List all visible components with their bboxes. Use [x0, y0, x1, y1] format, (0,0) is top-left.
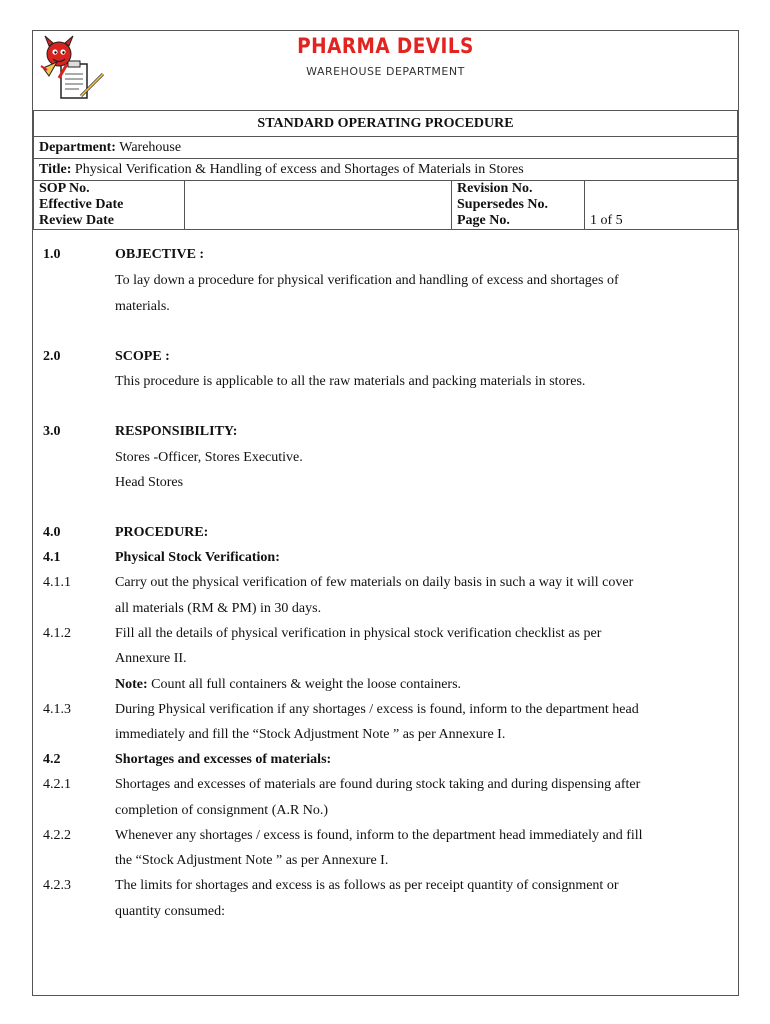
- section-4-2-heading: Shortages and excesses of materials:: [115, 752, 332, 767]
- responsibility-text-1: Stores -Officer, Stores Executive.: [115, 450, 303, 465]
- supersedes-label: Supersedes No.: [457, 197, 549, 212]
- note-label: Note:: [115, 677, 148, 692]
- objective-text-2: materials.: [115, 299, 170, 314]
- scope-number: 2.0: [43, 349, 61, 364]
- section-4-2-3-text-1: The limits for shortages and excess is as follows as per receipt quantity of consignment or: [115, 878, 619, 893]
- section-4-1-2-text-1: Fill all the details of physical verification in physical stock verification checklist as per: [115, 626, 602, 641]
- section-4-1-3-text-2: immediately and fill the “Stock Adjustment Note ” as per Annexure I.: [115, 727, 506, 742]
- section-4-1-number: 4.1: [43, 550, 61, 565]
- review-date-label: Review Date: [39, 213, 115, 228]
- objective-text-1: To lay down a procedure for physical verification and handling of excess and shortages of: [115, 273, 619, 288]
- note-text: Count all full containers & weight the loose containers.: [151, 677, 462, 692]
- sop-no-label: SOP No.: [39, 181, 90, 196]
- page-no-label: Page No.: [457, 213, 510, 228]
- responsibility-heading: RESPONSIBILITY:: [115, 424, 238, 439]
- revision-meta-values: [585, 181, 738, 230]
- section-4-2-2-text-2: the “Stock Adjustment Note ” as per Annexure I.: [115, 853, 389, 868]
- department-value: Warehouse: [119, 139, 182, 155]
- section-4-2-3-number: 4.2.3: [43, 878, 71, 893]
- department-label: Department:: [39, 139, 116, 155]
- section-4-2-2-number: 4.2.2: [43, 828, 71, 843]
- title-cell: [34, 159, 738, 181]
- note-text-container: [115, 677, 705, 693]
- revision-meta-labels: [452, 181, 585, 230]
- section-4-1-2-text-2: Annexure II.: [115, 651, 187, 666]
- section-4-2-number: 4.2: [43, 752, 61, 767]
- sop-title: STANDARD OPERATING PROCEDURE: [34, 111, 738, 137]
- section-4-2-3-text-2: quantity consumed:: [115, 904, 226, 919]
- sop-meta-values: [185, 181, 452, 230]
- objective-number: 1.0: [43, 247, 61, 262]
- section-4-1-2-number: 4.1.2: [43, 626, 71, 641]
- document-page: [32, 30, 739, 996]
- department-cell: [34, 137, 738, 159]
- section-4-2-2-text-1: Whenever any shortages / excess is found, inform to the department head immediately and fill: [115, 828, 643, 843]
- revision-no-label: Revision No.: [457, 181, 533, 196]
- sop-header-table: [33, 110, 738, 230]
- section-4-1-3-number: 4.1.3: [43, 702, 71, 717]
- section-4-2-1-text-1: Shortages and excesses of materials are found during stock taking and during dispensing after: [115, 777, 641, 792]
- title-label: Title:: [39, 161, 72, 177]
- title-value: Physical Verification & Handling of excess and Shortages of Materials in Stores: [74, 161, 524, 177]
- section-4-1-1-text-2: all materials (RM & PM) in 30 days.: [115, 601, 322, 616]
- brand-name: PHARMA DEVILS: [297, 34, 474, 58]
- brand-header: [33, 31, 738, 111]
- section-4-2-1-number: 4.2.1: [43, 777, 71, 792]
- section-4-2-1-text-2: completion of consignment (A.R No.): [115, 803, 329, 818]
- section-4-1-3-text-1: During Physical verification if any shortages / excess is found, inform to the department head: [115, 702, 639, 717]
- sop-meta-labels: [34, 181, 185, 230]
- procedure-heading: PROCEDURE:: [115, 525, 209, 540]
- section-4-1-1-number: 4.1.1: [43, 575, 71, 590]
- procedure-number: 4.0: [43, 525, 61, 540]
- brand-department: WAREHOUSE DEPARTMENT: [306, 65, 465, 78]
- responsibility-text-2: Head Stores: [115, 475, 184, 490]
- objective-heading: OBJECTIVE :: [115, 247, 205, 262]
- section-4-1-heading: Physical Stock Verification:: [115, 550, 280, 565]
- scope-heading: SCOPE :: [115, 349, 170, 364]
- section-4-1-1-text-1: Carry out the physical verification of few materials on daily basis in such a way it will cover: [115, 575, 634, 590]
- responsibility-number: 3.0: [43, 424, 61, 439]
- page-no-value: 1 of 5: [590, 213, 623, 228]
- effective-date-label: Effective Date: [39, 197, 124, 212]
- scope-text: This procedure is applicable to all the raw materials and packing materials in stores.: [115, 374, 586, 389]
